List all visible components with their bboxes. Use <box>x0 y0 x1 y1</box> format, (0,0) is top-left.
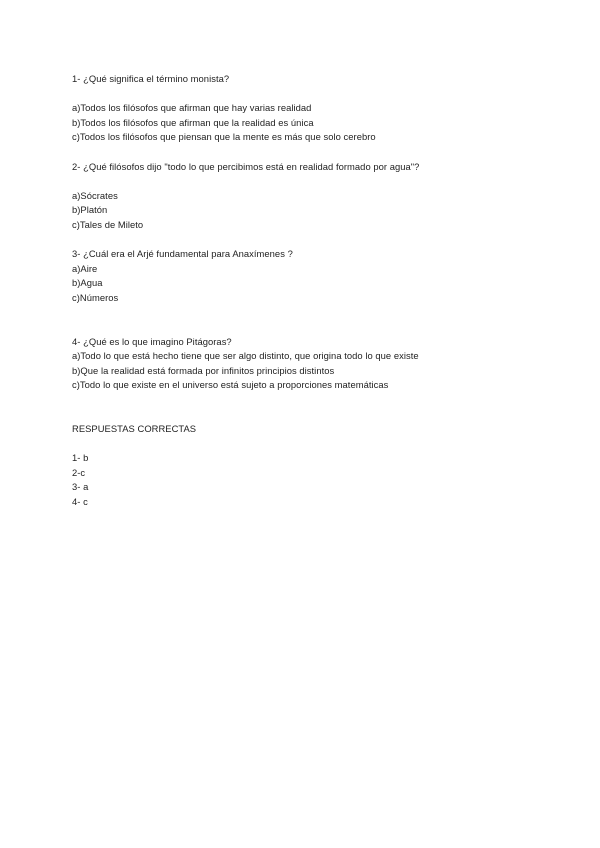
question-4-text: 4- ¿Qué es lo que imagino Pitágoras? <box>72 335 232 347</box>
spacer <box>72 145 542 160</box>
question-3-option-a: a)Aire <box>72 262 98 274</box>
question-2-option-a: a)Sócrates <box>72 189 118 201</box>
question-3-option-c: c)Números <box>72 291 119 303</box>
spacer <box>72 436 542 451</box>
question-1-option-b: b)Todos los filósofos que afirman que la realidad es única <box>72 116 314 128</box>
question-1-option-c: c)Todos los filósofos que piensan que la mente es más que solo cerebro <box>72 131 376 143</box>
spacer <box>72 174 542 189</box>
question-1-text: 1- ¿Qué significa el término monista? <box>72 73 230 84</box>
question-2-option-b: b)Platón <box>72 204 108 216</box>
question-4-option-b: b)Que la realidad está formada por infinitos principios distintos <box>72 364 335 376</box>
spacer <box>72 306 542 335</box>
question-4-option-c: c)Todo lo que existe en el universo está sujeto a proporciones matemáticas <box>72 379 389 391</box>
spacer <box>72 393 542 422</box>
answer-item-3: 3- a <box>72 481 89 493</box>
answers-heading: RESPUESTAS CORRECTAS <box>72 422 197 434</box>
question-4-option-a: a)Todo lo que está hecho tiene que ser algo distinto, que origina todo lo que existe <box>72 350 419 362</box>
answer-item-4: 4- c <box>72 495 88 507</box>
question-3-text: 3- ¿Cuál era el Arjé fundamental para Anaxímenes ? <box>72 248 293 260</box>
spacer <box>72 87 542 102</box>
document-content <box>72 72 542 509</box>
spacer <box>72 233 542 248</box>
question-2-text: 2- ¿Qué filósofos dijo "todo lo que percibimos está en realidad formado por agua"? <box>72 160 420 172</box>
question-1-option-a: a)Todos los filósofos que afirman que hay varias realidad <box>72 102 312 114</box>
answer-item-1: 1- b <box>72 452 89 464</box>
question-3-option-b: b)Agua <box>72 277 103 289</box>
question-2-option-c: c)Tales de Mileto <box>72 218 144 230</box>
answer-item-2: 2-c <box>72 466 86 478</box>
